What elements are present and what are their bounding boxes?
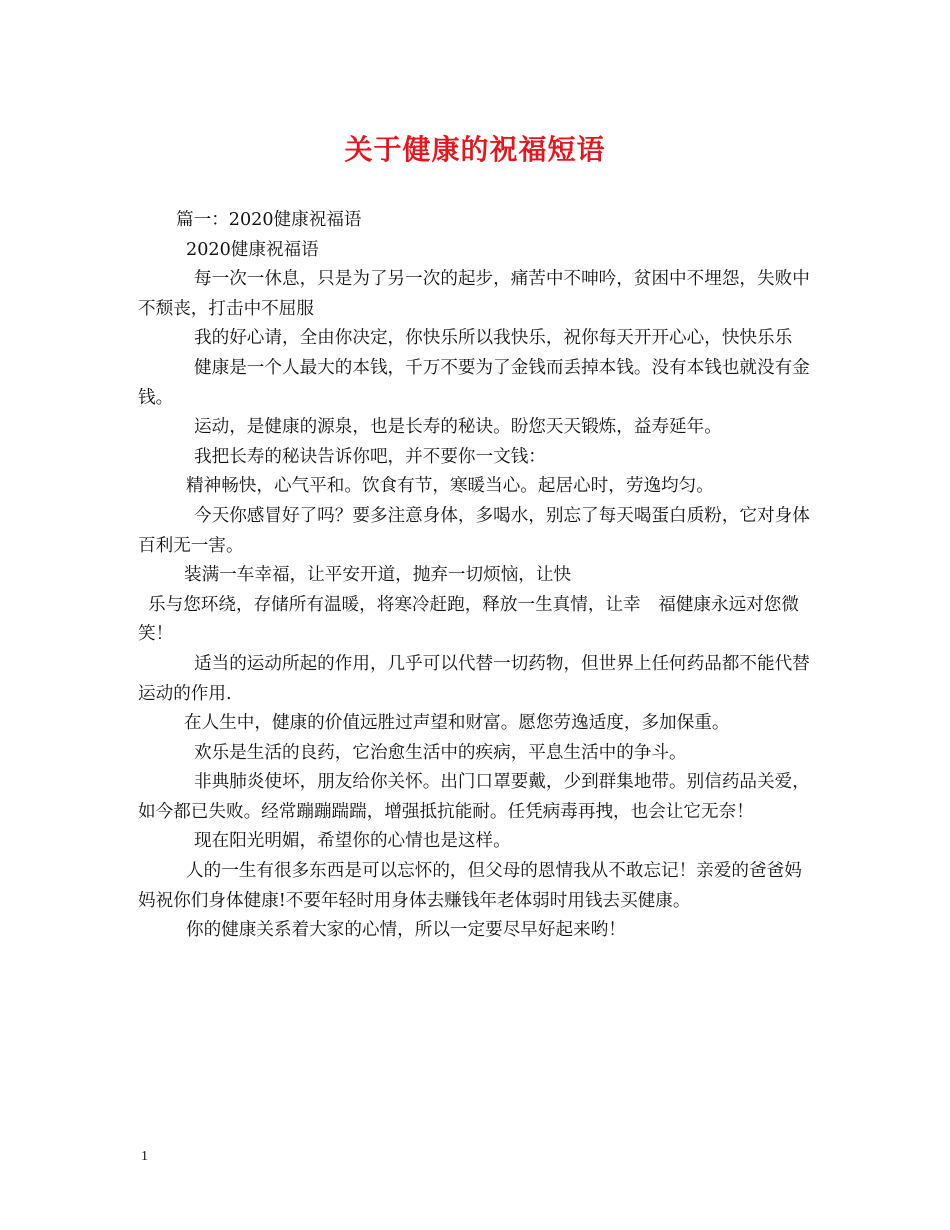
- paragraph: 人的一生有很多东西是可以忘怀的，但父母的恩情我从不敢忘记！亲爱的爸爸妈妈祝你们身体健康!不要年轻时用身体去赚钱年老体弱时用钱去买健康。: [138, 861, 802, 911]
- paragraph: 乐与您环绕，存储所有温暖，将寒冷赶跑，释放一生真情，让幸 福健康永远对您微笑！: [138, 594, 799, 645]
- paragraph: 每一次一休息，只是为了另一次的起步，痛苦中不呻吟，贫困中不埋怨，失败中不颓丧，打击中不屈服: [138, 269, 810, 319]
- page-number: 1: [141, 1149, 148, 1164]
- paragraph: 今天你感冒好了吗？要多注意身体，多喝水，别忘了每天喝蛋白质粉，它对身体百利无一害。: [138, 505, 810, 556]
- paragraph: 篇一：2020健康祝福语: [176, 210, 362, 230]
- paragraph: 我的好心请，全由你决定，你快乐所以我快乐，祝你每天开开心心，快快乐乐: [194, 328, 793, 349]
- paragraph: 现在阳光明媚，希望你的心情也是这样。: [194, 831, 511, 852]
- paragraph: 适当的运动所起的作用，几乎可以代替一切药物，但世界上任何药品都不能代替运动的作用.: [138, 653, 810, 704]
- paragraph: 非典肺炎使坏，朋友给你关怀。出门口罩要戴，少到群集地带。别信药品关爱，如今都已失败。经常蹦蹦踹踹，增强抵抗能耐。任凭病毒再拽，也会让它无奈！: [138, 772, 810, 822]
- paragraph: 你的健康关系着大家的心情，所以一定要尽早好起来哟！: [186, 920, 626, 941]
- paragraph: 我把长寿的秘诀告诉你吧，并不要你一文钱：: [194, 446, 546, 467]
- paragraph: 欢乐是生活的良药，它治愈生活中的疾病，平息生活中的争斗。: [194, 742, 687, 763]
- paragraph: 2020健康祝福语: [186, 239, 319, 260]
- paragraph: 精神畅快，心气平和。饮食有节，寒暖当心。起居心时，劳逸均匀。: [186, 476, 714, 497]
- paragraph: 运动，是健康的源泉，也是长寿的秘诀。盼您天天锻炼，益寿延年。: [194, 417, 722, 438]
- paragraph: 健康是一个人最大的本钱，千万不要为了金钱而丢掉本钱。没有本钱也就没有金钱。: [138, 357, 810, 408]
- document-title: 关于健康的祝福短语: [344, 133, 606, 166]
- paragraph: 在人生中，健康的价值远胜过声望和财富。愿您劳逸适度，多加保重。: [184, 713, 730, 734]
- document-body: [138, 206, 818, 946]
- paragraph: 装满一车幸福，让平安开道，抛弃一切烦恼，让快: [184, 565, 572, 586]
